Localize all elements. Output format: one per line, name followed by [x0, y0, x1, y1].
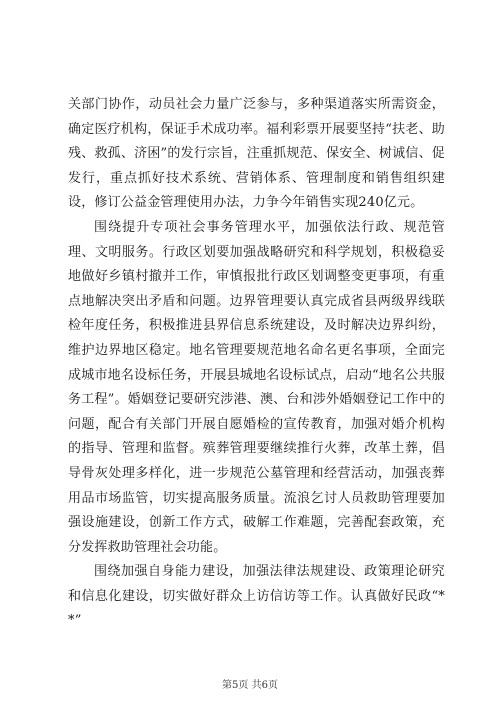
paragraph-2: 围绕提升专项社会事务管理水平，加强依法行政、规范管理、文明服务。行政区划要加强战略研究和科学规划，积极稳妥地做好乡镇村撤并工作，审慎报批行政区划调整变更事项，有重点地解决突出矛盾和问题。边界管理要认真完成省县两级界线联检年度任务，积极推进县界信息系统建设，及时解决边界纠纷，维护边界地区稳定。地名管理要规范地名命名更名事项，全面完成城市地名设标任务，开展县城地名设标试点，启动“地名公共服务工程”。婚姻登记要研究涉港、澳、台和涉外婚姻登记工作中的问题，配合有关部门开展自愿婚检的宣传教育，加强对婚介机构的指导、管理和监督。殡葬管理要继续推行火葬，改革土葬，倡导骨灰处理多样化，进一步规范公墓管理和经营活动，加强丧葬用品市场监管，切实提高服务质量。流浪乞讨人员救助管理要加强设施建设，创新工作方式，破解工作难题，完善配套政策，充分发挥救助管理社会功能。: [68, 219, 445, 555]
paragraph-1: 关部门协作，动员社会力量广泛参与，多种渠道落实所需资金，确定医疗机构，保证手术成功率。福利彩票开展要坚持“扶老、助残、救孤、济困”的发行宗旨，注重抓规范、保安全、树诚信、促发行，重点抓好技术系统、营销体系、管理制度和销售组织建设，修订公益金管理使用办法，力争今年销售实现240亿元。: [68, 97, 445, 211]
document-body: [68, 93, 445, 634]
page-footer: 第5页 共6页: [222, 680, 278, 691]
paragraph-3: 围绕加强自身能力建设，加强法律法规建设、政策理论研究和信息化建设，切实做好群众上访信访等工作。认真做好民政“**”: [68, 564, 445, 629]
